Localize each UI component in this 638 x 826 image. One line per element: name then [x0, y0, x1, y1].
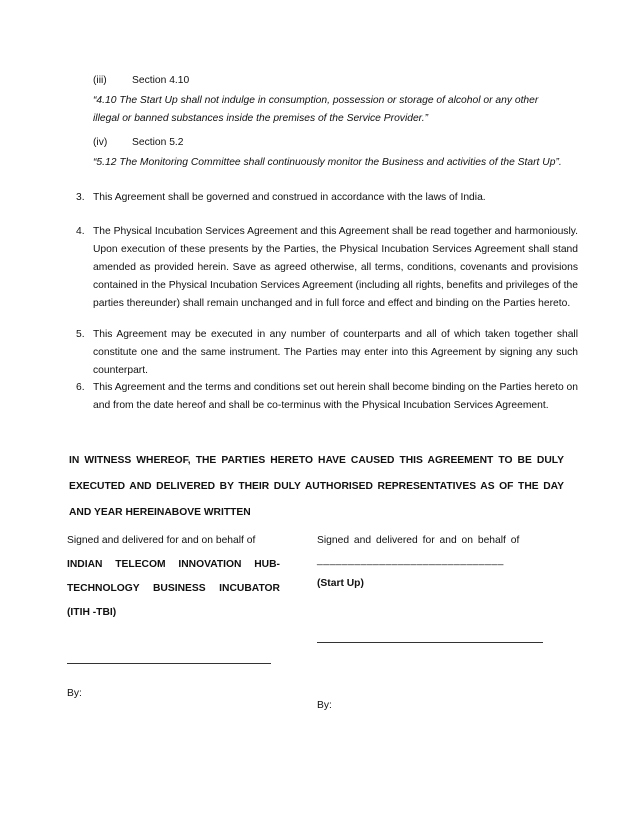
right-signature-intro: Signed and delivered for and on behalf of — [317, 535, 520, 546]
subclause-iii-roman: (iii) — [93, 75, 107, 86]
clause-6 — [76, 379, 578, 415]
subclause-iv-roman: (iv) — [93, 137, 108, 148]
clause-3 — [76, 189, 578, 207]
subclause-iv-quote: “5.12 The Monitoring Committee shall continuously monitor the Business and activities of the Start Up”. — [93, 157, 562, 168]
right-signature-org: (Start Up) — [317, 578, 364, 589]
subclause-iv-section: Section 5.2 — [132, 137, 184, 148]
clause-number: 4. — [76, 226, 85, 237]
right-signature-blank: ______________________________ — [317, 555, 504, 566]
left-signature-intro: Signed and delivered for and on behalf of — [67, 535, 256, 546]
subclause-iii-quote: “4.10 The Start Up shall not indulge in consumption, possession or storage of alcohol or any other illegal or banned substances inside the premises of the Service Provider.” — [93, 95, 539, 124]
left-signature-org: INDIAN TELECOM INNOVATION HUB-TECHNOLOGY BUSINESS INCUBATOR (ITIH -TBI) — [67, 559, 280, 618]
clause-text: The Physical Incubation Services Agreement and this Agreement shall be read together and harmoniously. Upon execution of these presents by the Parties, the Physical Incubation Services Agreement shall stand amended as provided herein. Save as agreed otherwise, all terms, conditions, covenants and provisions contained in the Physical Incubation Services Agreement (including all rights, benefits and privileges of the parties thereunder) shall remain unchanged and in full force and effect and binding on the Parties hereto. — [93, 226, 578, 309]
right-signature-by: By: — [317, 700, 332, 711]
clause-5 — [76, 326, 578, 380]
subclause-iii-heading — [93, 75, 190, 86]
clause-text: This Agreement may be executed in any number of counterparts and all of which taken together shall constitute one and the same instrument. The Parties may enter into this Agreement by signing any such counterpart. — [93, 329, 578, 376]
subclause-iv-heading — [93, 137, 184, 148]
left-signature-line — [67, 663, 271, 664]
clause-text: This Agreement shall be governed and construed in accordance with the laws of India. — [93, 192, 486, 203]
left-signature-by: By: — [67, 688, 82, 699]
clause-text: This Agreement and the terms and conditions set out herein shall become binding on the Parties hereto on and from the date hereof and shall be co-terminus with the Physical Incubation Services Agreement. — [93, 382, 578, 411]
clause-number: 3. — [76, 192, 85, 203]
clause-number: 6. — [76, 382, 85, 393]
right-signature-line — [317, 642, 543, 643]
subclause-iii-section: Section 4.10 — [132, 75, 190, 86]
clause-number: 5. — [76, 329, 85, 340]
clause-4 — [76, 223, 578, 313]
witness-statement: IN WITNESS WHEREOF, THE PARTIES HERETO HAVE CAUSED THIS AGREEMENT TO BE DULY EXECUTED AND DELIVERED BY THEIR DULY AUTHORISED REPRESENTATIVES AS OF THE DAY AND YEAR HEREINABOVE WRITTEN — [69, 455, 564, 518]
